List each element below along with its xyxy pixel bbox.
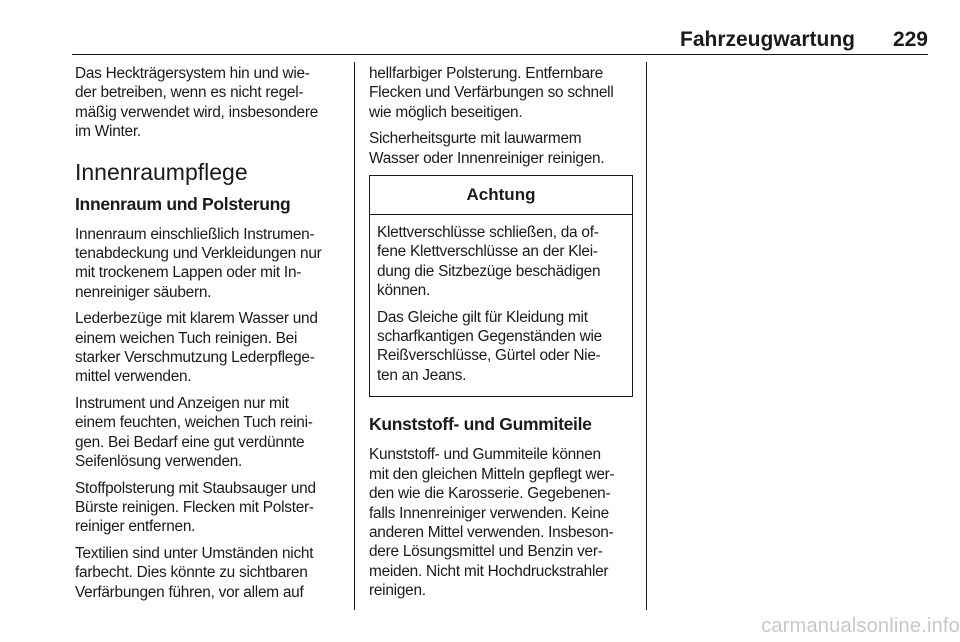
column-divider-left: [354, 62, 355, 610]
left-column: [75, 64, 341, 609]
caution-paragraph-velcro: Klettverschlüsse schließen, da of- fene Klettverschlüsse an der Klei- dung die Sitzbezüge beschädigen können.: [377, 224, 601, 300]
paragraph-leather: Lederbezüge mit klarem Wasser und einem weichen Tuch reinigen. Bei starker Verschmutzung Lederpflege- mittel verwenden.: [75, 310, 318, 386]
paragraph-fabric: Stoffpolsterung mit Staubsauger und Bürste reinigen. Flecken mit Polster- reiniger entfernen.: [75, 479, 316, 536]
paragraph-instruments: Instrument und Anzeigen nur mit einem feuchten, weichen Tuch reini- gen. Bei Bedarf eine gut verdünnte Seifenlösung verwenden.: [75, 394, 313, 471]
paragraph-plastic: Kunststoff- und Gummiteile können mit den gleichen Mitteln gepflegt wer- den wie die Karosserie. Gegebenen- falls Innenreiniger verwenden. Keine anderen Mittel verwenden. Insbeson- dere Lösungsmittel und Benzin ver- meiden. Nicht mit Hochdruckstrahler reinigen.: [369, 446, 615, 600]
caution-paragraph-clothing: Das Gleiche gilt für Kleidung mit scharfkantigen Gegenständen wie Reißverschlüsse, Gürtel oder Nie- ten an Jeans.: [377, 308, 602, 384]
subsection-title-interior: Innenraum und Polsterung: [75, 193, 291, 214]
subsection-title-plastic: Kunststoff- und Gummiteile: [369, 414, 592, 435]
caution-title: Achtung: [370, 176, 632, 215]
intro-paragraph: Das Heckträgersystem hin und wie- der betreiben, wenn es nicht regel- mäßig verwendet wird, insbesondere im Winter.: [75, 65, 319, 141]
paragraph-seatbelts: Sicherheitsgurte mit lauwarmem Wasser oder Innenreiniger reinigen.: [369, 130, 605, 167]
caution-box: [369, 175, 633, 397]
paragraph-interior-cleaning: Innenraum einschließlich Instrumen- tenabdeckung und Verkleidungen nur mit trockenem Lappen oder mit In- nenreiniger säubern.: [75, 225, 322, 301]
column-divider-right: [646, 62, 647, 610]
section-title: Innenraumpflege: [75, 158, 248, 185]
paragraph-textiles: Textilien sind unter Umständen nicht farbecht. Dies könnte zu sichtbaren Verfärbungen führen, vor allem auf: [75, 544, 314, 601]
header-rule: [72, 54, 928, 55]
right-column: [369, 64, 635, 608]
caution-body: [370, 215, 632, 396]
page-number: 229: [892, 28, 928, 51]
paragraph-textiles-cont: hellfarbiger Polsterung. Entfernbare Flecken und Verfärbungen so schnell wie möglich beseitigen.: [369, 65, 614, 121]
page-header-title: Fahrzeugwartung: [680, 28, 856, 51]
watermark-text: carmanualsonline.info: [761, 615, 960, 637]
